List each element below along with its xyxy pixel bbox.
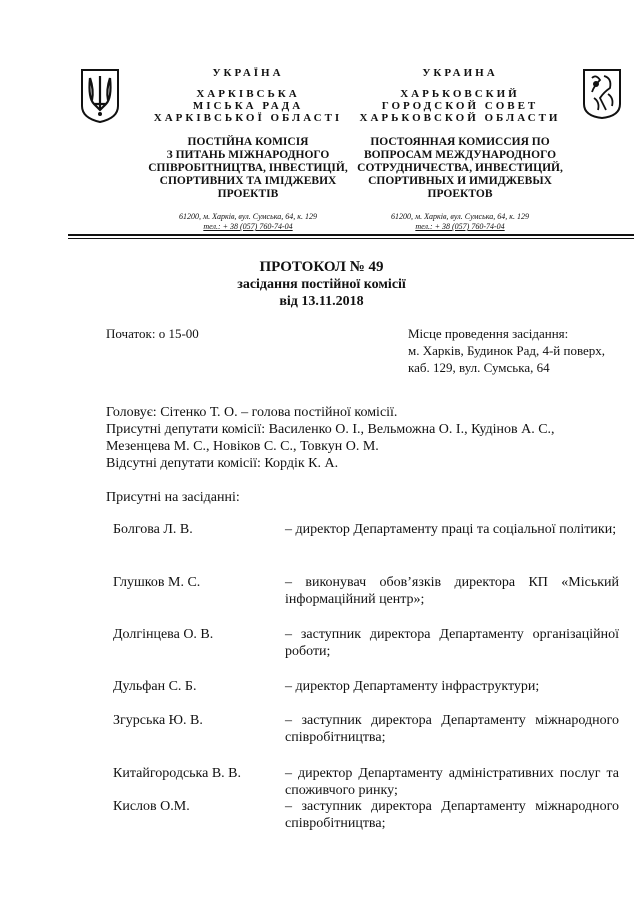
header-left-council-line: ХАРКІВСЬКОЇ ОБЛАСТІ xyxy=(153,112,343,124)
participant-role: – заступник директора Департаменту міжнародного співробітництва; xyxy=(285,713,619,745)
participant-name: Згурська Ю. В. xyxy=(113,713,203,728)
participant-name: Китайгородська В. В. xyxy=(113,766,242,781)
header-right-commission-line: ПРОЕКТОВ xyxy=(427,188,493,200)
present-at-meeting-heading: Присутні на засіданні: xyxy=(106,490,240,505)
meeting-place-line: м. Харків, Будинок Рад, 4-й поверх, xyxy=(408,343,606,358)
protocol-date: від 13.11.2018 xyxy=(279,294,364,309)
header-right-council-line: ХАРЬКОВСКИЙ xyxy=(400,88,520,100)
header-left-council-line: МІСЬКА РАДА xyxy=(192,100,304,112)
present-deputies-line: Мезенцева М. С., Новіков С. С., Товкун О. М. xyxy=(106,439,379,454)
participant-name: Дульфан С. Б. xyxy=(113,679,197,694)
kharkiv-city-emblem xyxy=(582,68,622,120)
header-left-council-line: ХАРКІВСЬКА xyxy=(196,88,300,100)
header-left-address: 61200, м. Харків, вул. Сумська, 64, к. 129 xyxy=(179,212,317,221)
meeting-place-label: Місце проведення засідання: xyxy=(408,326,569,341)
header-right-country: УКРАИНА xyxy=(422,67,498,79)
header-left-address-block xyxy=(140,212,356,232)
header-divider-thin xyxy=(68,238,634,239)
meeting-place xyxy=(408,325,605,376)
header-right-council xyxy=(357,88,563,124)
participant-role: – директор Департаменту інфраструктури; xyxy=(285,679,540,694)
protocol-title: ПРОТОКОЛ № 49 xyxy=(259,259,384,275)
header-right-phone: тел.: + 38 (057) 760-74-04 xyxy=(415,222,505,231)
chair-line: Головує: Сітенко Т. О. – голова постійної комісії. xyxy=(106,405,398,420)
participant-name: Глушков М. С. xyxy=(113,575,201,590)
header-left-commission-line: ПОСТІЙНА КОМІСІЯ xyxy=(187,136,309,148)
meeting-start-time: Початок: о 15-00 xyxy=(106,326,199,341)
participant-role: – директор Департаменту праці та соціальної політики; xyxy=(285,522,617,537)
header-right-council-line: ХАРЬКОВСКОЙ ОБЛАСТИ xyxy=(359,112,561,124)
meeting-place-line: каб. 129, вул. Сумська, 64 xyxy=(408,360,550,375)
header-left-phone: тел.: + 38 (057) 760-74-04 xyxy=(203,222,293,231)
participant-name: Болгова Л. В. xyxy=(113,522,193,537)
protocol-subtitle: засідання постійної комісії xyxy=(237,277,406,292)
header-left-commission-line: СПІВРОБІТНИЦТВА, ІНВЕСТИЦІЙ, xyxy=(148,162,348,174)
header-right-commission-line: СПОРТИВНЫХ И ИМИДЖЕВЫХ xyxy=(368,175,552,187)
header-right-address: 61200, м. Харків, вул. Сумська, 64, к. 129 xyxy=(391,212,529,221)
participant-name: Долгінцева О. В. xyxy=(113,627,214,642)
header-right-commission-line: СОТРУДНИЧЕСТВА, ИНВЕСТИЦИЙ, xyxy=(357,162,563,174)
participant-role: – заступник директора Департаменту організаційної роботи; xyxy=(285,627,619,659)
present-deputies-line: Присутні депутати комісії: Василенко О. І., Вельможна О. І., Кудінов А. С., xyxy=(106,422,555,437)
participant-role: – заступник директора Департаменту міжнародного співробітництва; xyxy=(285,799,619,831)
participant-role: – виконувач обов’язків директора КП «Міський інформаційний центр»; xyxy=(285,575,619,607)
absent-deputies-line: Відсутні депутати комісії: Кордік К. А. xyxy=(106,456,339,471)
participant-role: – директор Департаменту адміністративних послуг та споживчого ринку; xyxy=(285,766,619,798)
header-left-commission-line: З ПИТАНЬ МІЖНАРОДНОГО xyxy=(166,149,330,161)
header-right-commission xyxy=(352,136,568,201)
participant-name: Кислов О.М. xyxy=(113,799,190,814)
header-right-commission-line: ПОСТОЯННАЯ КОМИССИЯ ПО xyxy=(370,136,550,148)
header-divider xyxy=(68,234,634,236)
header-left-commission xyxy=(126,136,370,201)
header-left-commission-line: ПРОЕКТІВ xyxy=(217,188,279,200)
header-right-address-block xyxy=(352,212,568,232)
header-left-council xyxy=(145,88,351,124)
header-left-country: УКРАЇНА xyxy=(212,67,284,79)
header-left-commission-line: СПОРТИВНИХ ТА ІМІДЖЕВИХ xyxy=(159,175,337,187)
ukraine-trident-emblem xyxy=(80,68,120,124)
header-right-commission-line: ВОПРОСАМ МЕЖДУНАРОДНОГО xyxy=(363,149,557,161)
header-right-council-line: ГОРОДСКОЙ СОВЕТ xyxy=(381,100,539,112)
